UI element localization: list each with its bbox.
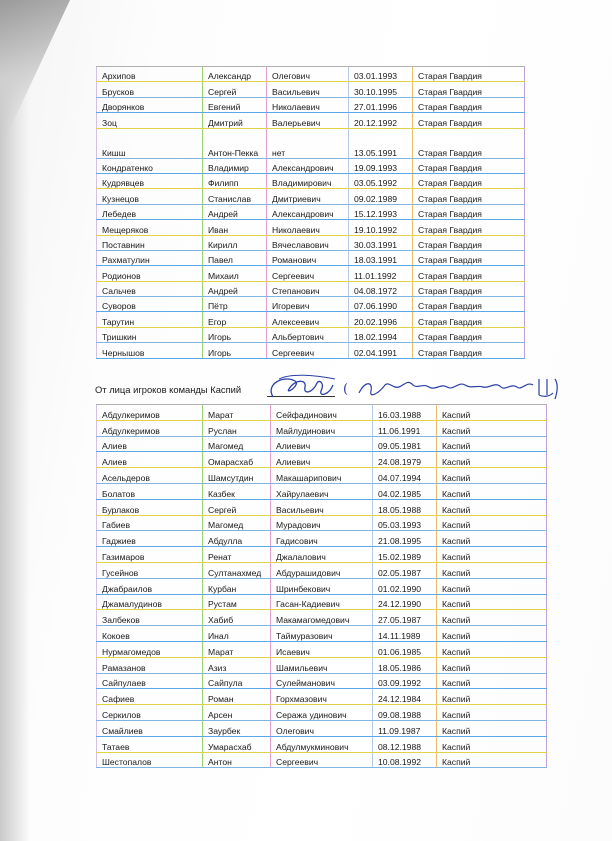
table-row — [97, 578, 547, 594]
patronymic-cell: Вячеславович — [267, 235, 349, 250]
surname-cell: Сайпулаев — [97, 673, 203, 689]
surname-cell: Гусейнов — [97, 562, 203, 578]
team-cell: Каспий — [437, 515, 547, 531]
table-row — [97, 515, 547, 531]
patronymic-cell: Джалалович — [271, 547, 373, 563]
team-cell: Старая Гвардия — [413, 327, 525, 342]
team-cell: Каспий — [437, 752, 547, 768]
surname-cell: Абдулкеримов — [97, 420, 203, 436]
surname-cell: Рахматулин — [97, 250, 203, 265]
first-name-cell: Инал — [203, 626, 271, 642]
surname-cell: Чернышов — [97, 343, 203, 358]
team-cell: Каспий — [437, 483, 547, 499]
table-row — [97, 204, 525, 219]
team-cell: Каспий — [437, 436, 547, 452]
first-name-cell: Заурбек — [203, 720, 271, 736]
team-cell: Каспий — [437, 720, 547, 736]
surname-cell: Сафиев — [97, 689, 203, 705]
table-row — [97, 499, 547, 515]
table-row — [97, 266, 525, 281]
birth-date-cell: 15.12.1993 — [349, 204, 413, 219]
old-guard-roster-table — [96, 66, 525, 359]
table-row — [97, 405, 547, 421]
patronymic-cell: Васильевич — [267, 82, 349, 97]
first-name-cell: Кирилл — [203, 235, 267, 250]
team-cell: Старая Гвардия — [413, 250, 525, 265]
patronymic-cell: Алиевич — [271, 436, 373, 452]
patronymic-cell: Абдурашидович — [271, 562, 373, 578]
birth-date-cell: 08.12.1988 — [373, 736, 437, 752]
first-name-cell: Султанахмед — [203, 562, 271, 578]
birth-date-cell: 15.02.1989 — [373, 547, 437, 563]
surname-cell: Нурмагомедов — [97, 641, 203, 657]
first-name-cell: Абдулла — [203, 531, 271, 547]
table-row — [97, 562, 547, 578]
first-name-cell: Шамсутдин — [203, 468, 271, 484]
handwritten-signature — [255, 373, 585, 407]
table-row — [97, 281, 525, 296]
table-row — [97, 752, 547, 768]
table-row — [97, 483, 547, 499]
first-name-cell: Омарасхаб — [203, 452, 271, 468]
first-name-cell: Руслан — [203, 420, 271, 436]
surname-cell: Джамалудинов — [97, 594, 203, 610]
surname-cell: Суворов — [97, 297, 203, 312]
birth-date-cell: 07.06.1990 — [349, 297, 413, 312]
team-cell: Каспий — [437, 531, 547, 547]
surname-cell: Газимаров — [97, 547, 203, 563]
birth-date-cell: 09.02.1989 — [349, 189, 413, 204]
first-name-cell: Магомед — [203, 436, 271, 452]
table-row — [97, 67, 525, 82]
birth-date-cell: 30.03.1991 — [349, 235, 413, 250]
table-row — [97, 220, 525, 235]
patronymic-cell: Сулейманович — [271, 673, 373, 689]
patronymic-cell: Сергеевич — [271, 752, 373, 768]
patronymic-cell: Николаевич — [267, 220, 349, 235]
surname-cell: Алиев — [97, 452, 203, 468]
table-row — [97, 113, 525, 128]
team-cell: Каспий — [437, 736, 547, 752]
patronymic-cell: Алексеевич — [267, 312, 349, 327]
surname-cell: Лебедев — [97, 204, 203, 219]
surname-cell: Мещеряков — [97, 220, 203, 235]
patronymic-cell: Дмитриевич — [267, 189, 349, 204]
team-cell: Каспий — [437, 705, 547, 721]
patronymic-cell: Абдулмукминович — [271, 736, 373, 752]
first-name-cell: Александр — [203, 67, 267, 82]
surname-cell: Кишш — [97, 128, 203, 158]
team-cell: Старая Гвардия — [413, 97, 525, 112]
first-name-cell: Арсен — [203, 705, 271, 721]
patronymic-cell: Алиевич — [271, 452, 373, 468]
table-row — [97, 610, 547, 626]
team-cell: Старая Гвардия — [413, 82, 525, 97]
patronymic-cell: Александрович — [267, 158, 349, 173]
patronymic-cell: Исаевич — [271, 641, 373, 657]
surname-cell: Тришкин — [97, 327, 203, 342]
table-row — [97, 327, 525, 342]
table-row — [97, 250, 525, 265]
table-row — [97, 673, 547, 689]
surname-cell: Кузнецов — [97, 189, 203, 204]
first-name-cell: Курбан — [203, 578, 271, 594]
signature-block — [95, 379, 565, 403]
table-row — [97, 531, 547, 547]
birth-date-cell: 01.02.1990 — [373, 578, 437, 594]
table-row — [97, 626, 547, 642]
birth-date-cell: 09.05.1981 — [373, 436, 437, 452]
first-name-cell: Азиз — [203, 657, 271, 673]
team-cell: Каспий — [437, 468, 547, 484]
table-row — [97, 97, 525, 112]
team-cell: Старая Гвардия — [413, 128, 525, 158]
patronymic-cell: Степанович — [267, 281, 349, 296]
first-name-cell: Роман — [203, 689, 271, 705]
birth-date-cell: 24.12.1990 — [373, 594, 437, 610]
team-cell: Старая Гвардия — [413, 220, 525, 235]
surname-cell: Кокоев — [97, 626, 203, 642]
patronymic-cell: Олегович — [267, 67, 349, 82]
patronymic-cell: Таймуразович — [271, 626, 373, 642]
table-row — [97, 468, 547, 484]
team-cell: Старая Гвардия — [413, 281, 525, 296]
team-cell: Каспий — [437, 673, 547, 689]
team-cell: Каспий — [437, 547, 547, 563]
birth-date-cell: 13.05.1991 — [349, 128, 413, 158]
team-cell: Старая Гвардия — [413, 173, 525, 188]
team-cell: Старая Гвардия — [413, 67, 525, 82]
table-row — [97, 128, 525, 158]
team-cell: Каспий — [437, 578, 547, 594]
birth-date-cell: 03.05.1992 — [349, 173, 413, 188]
birth-date-cell: 09.08.1988 — [373, 705, 437, 721]
first-name-cell: Павел — [203, 250, 267, 265]
folded-corner — [0, 0, 70, 150]
table-row — [97, 436, 547, 452]
first-name-cell: Игорь — [203, 343, 267, 358]
team-cell: Старая Гвардия — [413, 204, 525, 219]
first-name-cell: Магомед — [203, 515, 271, 531]
birth-date-cell: 11.09.1987 — [373, 720, 437, 736]
table-row — [97, 452, 547, 468]
table-row — [97, 547, 547, 563]
surname-cell: Джабраилов — [97, 578, 203, 594]
surname-cell: Архипов — [97, 67, 203, 82]
surname-cell: Кондратенко — [97, 158, 203, 173]
signature-label: От лица игроков команды Каспий — [95, 384, 242, 395]
first-name-cell: Умарасхаб — [203, 736, 271, 752]
patronymic-cell: Сейфадинович — [271, 405, 373, 421]
patronymic-cell: Олегович — [271, 720, 373, 736]
birth-date-cell: 02.04.1991 — [349, 343, 413, 358]
table-row — [97, 705, 547, 721]
first-name-cell: Марат — [203, 641, 271, 657]
table-row — [97, 343, 525, 358]
birth-date-cell: 16.03.1988 — [373, 405, 437, 421]
table-row — [97, 158, 525, 173]
surname-cell: Кудрявцев — [97, 173, 203, 188]
team-cell: Каспий — [437, 641, 547, 657]
team-cell: Старая Гвардия — [413, 235, 525, 250]
patronymic-cell: Шринбекович — [271, 578, 373, 594]
first-name-cell: Рустам — [203, 594, 271, 610]
surname-cell: Габиев — [97, 515, 203, 531]
table-row — [97, 594, 547, 610]
first-name-cell: Сайпула — [203, 673, 271, 689]
birth-date-cell: 18.02.1994 — [349, 327, 413, 342]
team-cell: Каспий — [437, 562, 547, 578]
surname-cell: Асельдеров — [97, 468, 203, 484]
surname-cell: Залбеков — [97, 610, 203, 626]
patronymic-cell: Гасан-Кадиевич — [271, 594, 373, 610]
first-name-cell: Станислав — [203, 189, 267, 204]
birth-date-cell: 01.06.1985 — [373, 641, 437, 657]
patronymic-cell: Хайрулаевич — [271, 483, 373, 499]
birth-date-cell: 03.09.1992 — [373, 673, 437, 689]
team-cell: Каспий — [437, 626, 547, 642]
team-cell: Каспий — [437, 689, 547, 705]
surname-cell: Поставнин — [97, 235, 203, 250]
patronymic-cell: Сергеевич — [267, 266, 349, 281]
table-row — [97, 689, 547, 705]
birth-date-cell: 18.05.1988 — [373, 499, 437, 515]
table-row — [97, 657, 547, 673]
first-name-cell: Евгений — [203, 97, 267, 112]
birth-date-cell: 18.03.1991 — [349, 250, 413, 265]
patronymic-cell: Гадисович — [271, 531, 373, 547]
table-row — [97, 420, 547, 436]
birth-date-cell: 24.08.1979 — [373, 452, 437, 468]
team-cell: Старая Гвардия — [413, 266, 525, 281]
team-cell: Каспий — [437, 452, 547, 468]
surname-cell: Гаджиев — [97, 531, 203, 547]
table-row — [97, 82, 525, 97]
patronymic-cell: Сеража удинович — [271, 705, 373, 721]
surname-cell: Дворянков — [97, 97, 203, 112]
team-cell: Каспий — [437, 405, 547, 421]
surname-cell: Тарутин — [97, 312, 203, 327]
team-cell: Каспий — [437, 420, 547, 436]
birth-date-cell: 04.07.1994 — [373, 468, 437, 484]
first-name-cell: Иван — [203, 220, 267, 235]
patronymic-cell: Макашарипович — [271, 468, 373, 484]
first-name-cell: Филипп — [203, 173, 267, 188]
team-cell: Каспий — [437, 594, 547, 610]
birth-date-cell: 10.08.1992 — [373, 752, 437, 768]
first-name-cell: Ренат — [203, 547, 271, 563]
first-name-cell: Дмитрий — [203, 113, 267, 128]
table-row — [97, 189, 525, 204]
birth-date-cell: 27.01.1996 — [349, 97, 413, 112]
birth-date-cell: 02.05.1987 — [373, 562, 437, 578]
team-cell: Старая Гвардия — [413, 189, 525, 204]
birth-date-cell: 04.02.1985 — [373, 483, 437, 499]
birth-date-cell: 27.05.1987 — [373, 610, 437, 626]
birth-date-cell: 04.08.1972 — [349, 281, 413, 296]
caspian-roster-table — [96, 404, 547, 768]
surname-cell: Алиев — [97, 436, 203, 452]
patronymic-cell: Игоревич — [267, 297, 349, 312]
birth-date-cell: 20.02.1996 — [349, 312, 413, 327]
first-name-cell: Владимир — [203, 158, 267, 173]
first-name-cell: Сергей — [203, 499, 271, 515]
caspian-roster-body — [97, 405, 547, 768]
surname-cell: Сальчев — [97, 281, 203, 296]
surname-cell: Рамазанов — [97, 657, 203, 673]
patronymic-cell: Владимирович — [267, 173, 349, 188]
patronymic-cell: Александрович — [267, 204, 349, 219]
birth-date-cell: 19.10.1992 — [349, 220, 413, 235]
surname-cell: Родионов — [97, 266, 203, 281]
first-name-cell: Андрей — [203, 204, 267, 219]
patronymic-cell: Горхмазович — [271, 689, 373, 705]
patronymic-cell: Валерьевич — [267, 113, 349, 128]
team-cell: Старая Гвардия — [413, 158, 525, 173]
first-name-cell: Пётр — [203, 297, 267, 312]
team-cell: Каспий — [437, 499, 547, 515]
first-name-cell: Игорь — [203, 327, 267, 342]
surname-cell: Бурлаков — [97, 499, 203, 515]
old-guard-roster-body — [97, 67, 525, 359]
birth-date-cell: 21.08.1995 — [373, 531, 437, 547]
patronymic-cell: Макамагомедович — [271, 610, 373, 626]
first-name-cell: Марат — [203, 405, 271, 421]
patronymic-cell: Сергеевич — [267, 343, 349, 358]
surname-cell: Смайлиев — [97, 720, 203, 736]
surname-cell: Татаев — [97, 736, 203, 752]
table-row — [97, 173, 525, 188]
birth-date-cell: 19.09.1993 — [349, 158, 413, 173]
first-name-cell: Хабиб — [203, 610, 271, 626]
table-row — [97, 641, 547, 657]
birth-date-cell: 05.03.1993 — [373, 515, 437, 531]
surname-cell: Серкилов — [97, 705, 203, 721]
first-name-cell: Антон-Пекка — [203, 128, 267, 158]
surname-cell: Брусков — [97, 82, 203, 97]
patronymic-cell: Мурадович — [271, 515, 373, 531]
team-cell: Каспий — [437, 610, 547, 626]
patronymic-cell: Романович — [267, 250, 349, 265]
table-row — [97, 736, 547, 752]
first-name-cell: Андрей — [203, 281, 267, 296]
signature-parenthesis: ( — [343, 382, 349, 397]
table-row — [97, 297, 525, 312]
surname-cell: Шестопалов — [97, 752, 203, 768]
patronymic-cell: Николаевич — [267, 97, 349, 112]
team-cell: Старая Гвардия — [413, 343, 525, 358]
team-cell: Старая Гвардия — [413, 297, 525, 312]
birth-date-cell: 30.10.1995 — [349, 82, 413, 97]
patronymic-cell: Альбертович — [267, 327, 349, 342]
team-cell: Каспий — [437, 657, 547, 673]
patronymic-cell: Васильевич — [271, 499, 373, 515]
first-name-cell: Казбек — [203, 483, 271, 499]
table-row — [97, 235, 525, 250]
patronymic-cell: Шамильевич — [271, 657, 373, 673]
surname-cell: Болатов — [97, 483, 203, 499]
birth-date-cell: 03.01.1993 — [349, 67, 413, 82]
birth-date-cell: 11.06.1991 — [373, 420, 437, 436]
first-name-cell: Михаил — [203, 266, 267, 281]
birth-date-cell: 18.05.1986 — [373, 657, 437, 673]
surname-cell: Абдулкеримов — [97, 405, 203, 421]
table-row — [97, 720, 547, 736]
birth-date-cell: 14.11.1989 — [373, 626, 437, 642]
team-cell: Старая Гвардия — [413, 113, 525, 128]
birth-date-cell: 24.12.1984 — [373, 689, 437, 705]
first-name-cell: Егор — [203, 312, 267, 327]
patronymic-cell: Майлудинович — [271, 420, 373, 436]
team-cell: Старая Гвардия — [413, 312, 525, 327]
table-row — [97, 312, 525, 327]
birth-date-cell: 20.12.1992 — [349, 113, 413, 128]
patronymic-cell: нет — [267, 128, 349, 158]
birth-date-cell: 11.01.1992 — [349, 266, 413, 281]
first-name-cell: Сергей — [203, 82, 267, 97]
surname-cell: Зоц — [97, 113, 203, 128]
first-name-cell: Антон — [203, 752, 271, 768]
